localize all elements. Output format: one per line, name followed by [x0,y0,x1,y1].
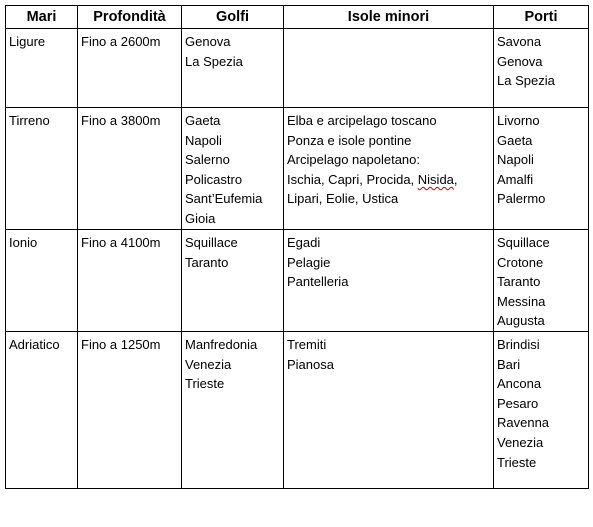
list-item: Savona [497,34,542,49]
list-item: Taranto [497,274,541,290]
cell-profondita: Fino a 1250m [78,332,182,489]
list-item: Pianosa [287,356,334,372]
seas-table [5,5,589,489]
cell-profondita: Fino a 2600m [78,29,182,108]
cell-golfi [182,29,284,108]
list-item: Ischia, Capri, Procida, Nisida, [287,171,458,187]
cell-golfi [182,108,284,230]
list-item: Egadi [287,235,321,250]
list-item: Trieste [185,376,225,392]
cell-isole-minori [284,332,494,489]
table-row [6,29,589,108]
list-item: Gaeta [497,132,533,148]
list-item: Manfredonia [185,337,258,352]
list-item: Genova [185,34,231,49]
list-item: La Spezia [497,73,555,89]
cell-golfi [182,230,284,332]
cell-mare: Ligure [6,29,78,108]
list-item: Livorno [497,113,540,128]
list-item: Ravenna [497,415,550,431]
cell-porti [494,108,589,230]
list-item: Squillace [185,235,238,250]
list-item: Messina [497,293,546,309]
list-item: Genova [497,53,543,69]
list-item: Bari [497,356,521,372]
list-item: Pelagie [287,254,331,270]
list-item: La Spezia [185,53,243,69]
list-item: Sant’Eufemia [185,191,263,207]
list-item: Tremiti [287,337,327,352]
cell-mare: Tirreno [6,108,78,230]
table-row [6,230,589,332]
list-item: Elba e arcipelago toscano [287,113,437,128]
header-profondita: Profondità [78,6,182,29]
header-isole-minori: Isole minori [284,6,494,29]
list-item: Crotone [497,254,544,270]
list-item: Venezia [185,356,232,372]
list-item: Trieste [497,454,537,470]
cell-porti [494,29,589,108]
cell-profondita: Fino a 3800m [78,108,182,230]
cell-golfi [182,332,284,489]
header-porti: Porti [494,6,589,29]
list-item: Ancona [497,376,542,392]
table-row [6,332,589,489]
list-item: Arcipelago napoletano: [287,152,420,168]
list-item: Taranto [185,254,229,270]
list-item: Brindisi [497,337,540,352]
list-item: Amalfi [497,171,534,187]
cell-mare: Adriatico [6,332,78,489]
list-item: Napoli [497,152,534,168]
list-item: Salerno [185,152,230,168]
list-item: Palermo [497,191,546,207]
list-item: Pesaro [497,395,539,411]
cell-mare: Ionio [6,230,78,332]
cell-isole-minori [284,108,494,230]
cell-porti [494,230,589,332]
header-row [6,6,589,29]
cell-isole-minori [284,29,494,108]
cell-isole-minori [284,230,494,332]
header-mari: Mari [6,6,78,29]
list-item: Lipari, Eolie, Ustica [287,191,399,207]
list-item: Squillace [497,235,550,250]
list-item: Augusta [497,313,545,329]
cell-profondita: Fino a 4100m [78,230,182,332]
list-item: Pantelleria [287,274,349,290]
table-row [6,108,589,230]
list-item: Policastro [185,171,243,187]
list-item: Napoli [185,132,222,148]
list-item: Gaeta [185,113,221,128]
misspelled-word: Nisida [417,171,454,187]
cell-porti [494,332,589,489]
header-golfi: Golfi [182,6,284,29]
list-item: Venezia [497,434,544,450]
list-item: Ponza e isole pontine [287,132,412,148]
list-item: Gioia [185,210,216,226]
